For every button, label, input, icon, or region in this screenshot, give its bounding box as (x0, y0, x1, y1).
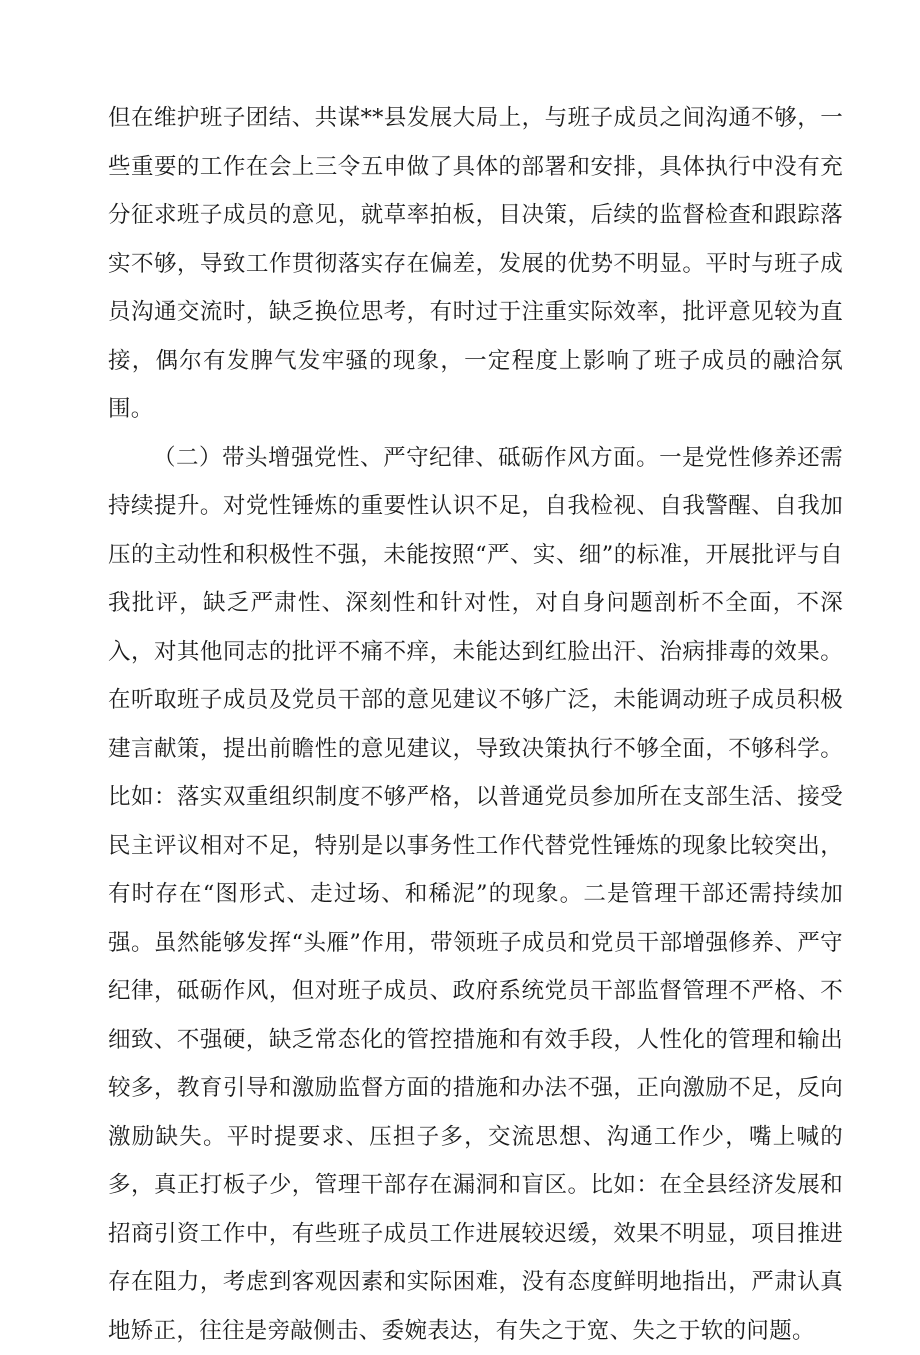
document-body (108, 94, 843, 1355)
paragraph-continuation: 但在维护班子团结、共谋**县发展大局上，与班子成员之间沟通不够，一些重要的工作在会上三令五申做了具体的部署和安排，具体执行中没有充分征求班子成员的意见，就草率拍板，目决策，后续的监督检查和跟踪落实不够，导致工作贯彻落实存在偏差，发展的优势不明显。平时与班子成员沟通交流时，缺乏换位思考，有时过于注重实际效率，批评意见较为直接，偶尔有发脾气发牢骚的现象，一定程度上影响了班子成员的融洽氛围。 (108, 94, 843, 434)
paragraph-section-two: （二）带头增强党性、严守纪律、砥砺作风方面。一是党性修养还需持续提升。对党性锤炼的重要性认识不足，自我检视、自我警醒、自我加压的主动性和积极性不强，未能按照“严、实、细”的标准，开展批评与自我批评，缺乏严肃性、深刻性和针对性，对自身问题剖析不全面，不深入，对其他同志的批评不痛不痒，未能达到红脸出汗、治病排毒的效果。在听取班子成员及党员干部的意见建议不够广泛，未能调动班子成员积极建言献策，提出前瞻性的意见建议，导致决策执行不够全面，不够科学。比如：落实双重组织制度不够严格，以普通党员参加所在支部生活、接受民主评议相对不足，特别是以事务性工作代替党性锤炼的现象比较突出，有时存在“图形式、走过场、和稀泥”的现象。二是管理干部还需持续加强。虽然能够发挥“头雁”作用，带领班子成员和党员干部增强修养、严守纪律，砥砺作风，但对班子成员、政府系统党员干部监督管理不严格、不细致、不强硬，缺乏常态化的管控措施和有效手段，人性化的管理和输出较多，教育引导和激励监督方面的措施和办法不强，正向激励不足，反向激励缺失。平时提要求、压担子多，交流思想、沟通工作少，嘴上喊的多，真正打板子少，管理干部存在漏洞和盲区。比如：在全县经济发展和招商引资工作中，有些班子成员工作进展较迟缓，效果不明显，项目推进存在阻力，考虑到客观因素和实际困难，没有态度鲜明地指出，严肃认真地矫正，往往是旁敲侧击、委婉表达，有失之于宽、失之于软的问题。 (108, 434, 843, 1355)
